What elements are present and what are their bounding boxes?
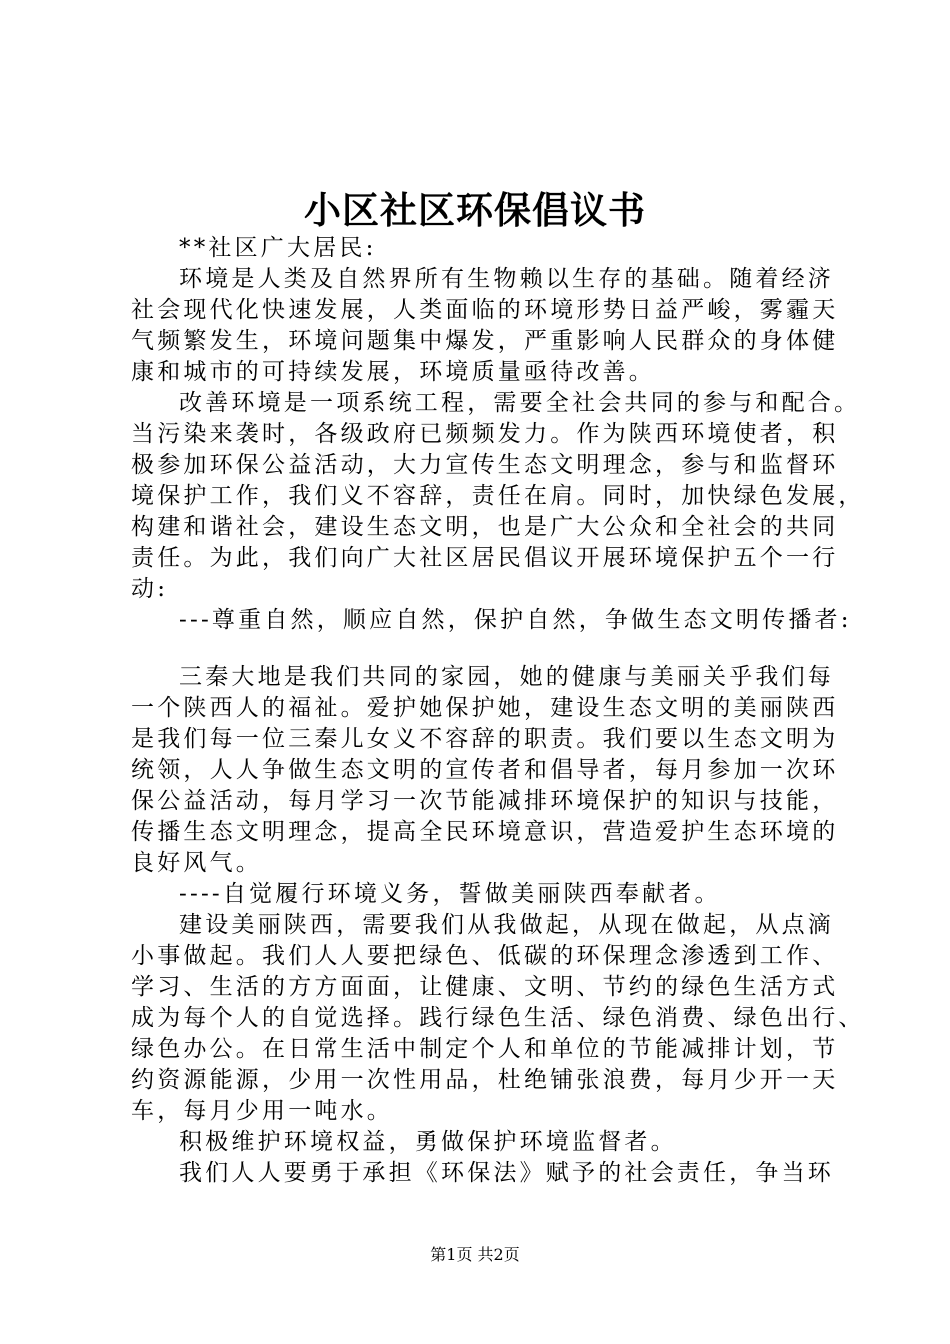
body-line: 约资源能源，少用一次性用品，杜绝铺张浪费，每月少开一天 [131,1067,839,1093]
body-line: 责任。为此，我们向广大社区居民倡议开展环境保护五个一行 [131,545,839,571]
body-line: 学习、生活的方方面面，让健康、文明、节约的绿色生活方式 [131,974,839,1000]
body-line: 传播生态文明理念，提高全民环境意识，营造爱护生态环境的 [131,819,839,845]
body-line: 车，每月少用一吨水。 [131,1098,393,1124]
body-line: 良好风气。 [131,850,262,876]
document-title: 小区社区环保倡议书 [304,188,646,232]
body-line: 三秦大地是我们共同的家园，她的健康与美丽关乎我们每 [179,664,834,690]
body-line: 成为每个人的自觉选择。践行绿色生活、绿色消费、绿色出行、 [131,1005,865,1031]
body-line: 一个陕西人的福祉。爱护她保护她，建设生态文明的美丽陕西 [131,695,839,721]
body-line: 绿色办公。在日常生活中制定个人和单位的节能减排计划，节 [131,1036,839,1062]
body-line: 保公益活动，每月学习一次节能减排环境保护的知识与技能， [131,788,839,814]
body-line: 统领，人人争做生态文明的宣传者和倡导者，每月参加一次环 [131,757,839,783]
body-line: 构建和谐社会，建设生态文明，也是广大公众和全社会的共同 [131,514,839,540]
body-line: 是我们每一位三秦儿女义不容辞的职责。我们要以生态文明为 [131,726,839,752]
body-line: 小事做起。我们人人要把绿色、低碳的环保理念渗透到工作、 [131,943,839,969]
section-heading: ----自觉履行环境义务，誓做美丽陕西奉献者。 [179,881,721,907]
body-line: 我们人人要勇于承担《环保法》赋予的社会责任，争当环 [179,1160,834,1186]
body-line: 建设美丽陕西，需要我们从我做起，从现在做起，从点滴 [179,912,834,938]
section-heading: 积极维护环境权益，勇做保护环境监督者。 [179,1129,677,1155]
body-line: 改善环境是一项系统工程，需要全社会共同的参与和配合。 [179,390,861,416]
salutation: **社区广大居民: [179,235,377,261]
body-line: 动: [131,576,169,602]
page-number-footer: 第1页 共2页 [430,1245,520,1264]
body-line: 环境是人类及自然界所有生物赖以生存的基础。随着经济 [179,266,834,292]
body-line: 社会现代化快速发展，人类面临的环境形势日益严峻，雾霾天 [131,297,839,323]
section-heading: ---尊重自然，顺应自然，保护自然，争做生态文明传播者: [179,607,852,633]
body-line: 当污染来袭时，各级政府已频频发力。作为陕西环境使者，积 [131,421,839,447]
body-line: 境保护工作，我们义不容辞，责任在肩。同时，加快绿色发展， [131,483,865,509]
body-line: 极参加环保公益活动，大力宣传生态文明理念，参与和监督环 [131,452,839,478]
body-line: 气频繁发生，环境问题集中爆发，严重影响人民群众的身体健 [131,328,839,354]
body-line: 康和城市的可持续发展，环境质量亟待改善。 [131,359,655,385]
